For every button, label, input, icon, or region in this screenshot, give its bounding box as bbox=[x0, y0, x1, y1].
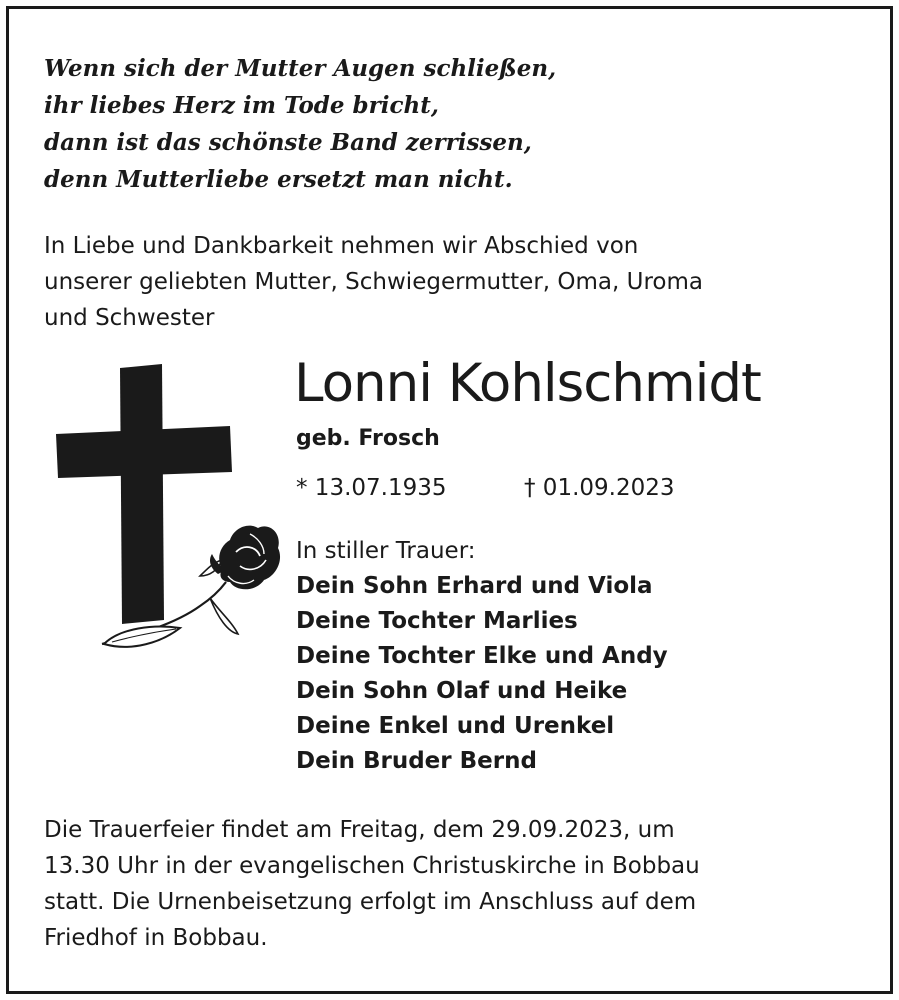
service-line: Friedhof in Bobbau. bbox=[44, 925, 268, 951]
list-item: Dein Sohn Erhard und Viola bbox=[296, 573, 653, 599]
service-line: statt. Die Urnenbeisetzung erfolgt im Anschluss auf dem bbox=[44, 889, 697, 915]
list-item: Deine Tochter Marlies bbox=[296, 608, 578, 634]
poem-line: ihr liebes Herz im Tode bricht, bbox=[44, 92, 439, 119]
poem bbox=[44, 50, 844, 198]
intro-line: unserer geliebten Mutter, Schwiegermutter, Oma, Uroma bbox=[44, 269, 703, 295]
mourners-heading: In stiller Trauer: bbox=[296, 538, 476, 564]
deceased-name: Lonni Kohlschmidt bbox=[294, 353, 761, 414]
list-item: Dein Sohn Olaf und Heike bbox=[296, 678, 628, 704]
memorial-illustration bbox=[50, 362, 282, 660]
list-item: Deine Tochter Elke und Andy bbox=[296, 643, 668, 669]
death-date: † 01.09.2023 bbox=[524, 475, 675, 501]
maiden-name: geb. Frosch bbox=[296, 426, 440, 451]
service-line: Die Trauerfeier findet am Freitag, dem 29.09.2023, um bbox=[44, 817, 675, 843]
poem-line: dann ist das schönste Band zerrissen, bbox=[44, 129, 532, 156]
poem-line: Wenn sich der Mutter Augen schließen, bbox=[44, 55, 557, 82]
funeral-service-info bbox=[44, 812, 864, 956]
poem-line: denn Mutterliebe ersetzt man nicht. bbox=[44, 166, 513, 193]
service-line: 13.30 Uhr in der evangelischen Christuskirche in Bobbau bbox=[44, 853, 700, 879]
intro-line: und Schwester bbox=[44, 305, 215, 331]
list-item: Dein Bruder Bernd bbox=[296, 748, 537, 774]
list-item: Deine Enkel und Urenkel bbox=[296, 713, 615, 739]
cross-icon bbox=[50, 362, 282, 660]
mourners-list bbox=[296, 534, 856, 779]
birth-date: * 13.07.1935 bbox=[296, 475, 447, 501]
intro-line: In Liebe und Dankbarkeit nehmen wir Abschied von bbox=[44, 233, 639, 259]
intro-text bbox=[44, 228, 864, 336]
